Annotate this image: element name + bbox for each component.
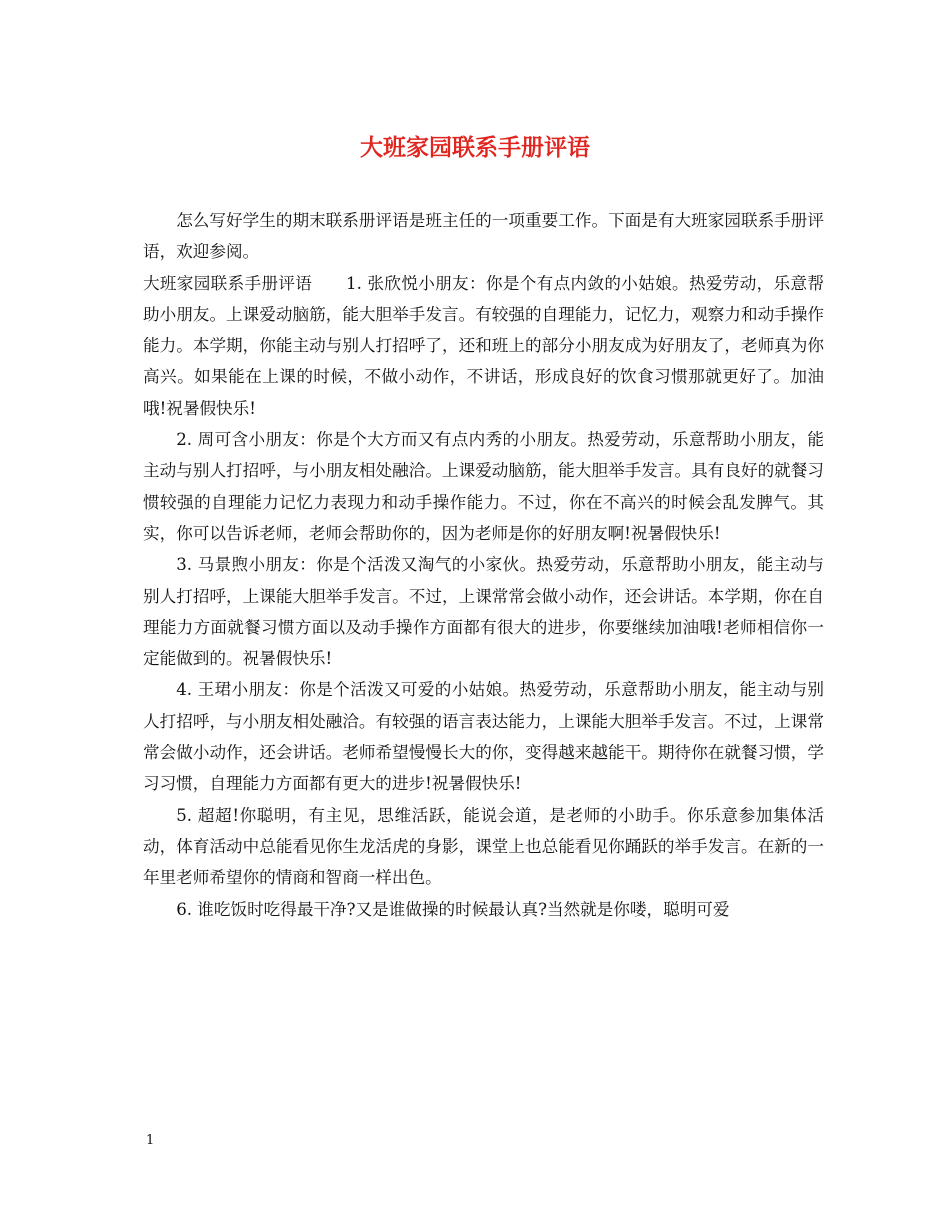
comment-paragraph-4: 4. 王珺小朋友：你是个活泼又可爱的小姑娘。热爱劳动，乐意帮助小朋友，能主动与别人打招呼，与小朋友相处融洽。有较强的语言表达能力，上课能大胆举手发言。不过，上课常常会做小动作，还会讲话。老师希望慢慢长大的你，变得越来越能干。期待你在就餐习惯，学习习惯，自理能力方面都有更大的进步!祝暑假快乐! bbox=[143, 680, 824, 794]
comment-paragraph-5: 5. 超超!你聪明，有主见，思维活跃，能说会道，是老师的小助手。你乐意参加集体活动，体育活动中总能看见你生龙活虎的身影，课堂上也总能看见你踊跃的举手发言。在新的一年里老师希望你的情商和智商一样出色。 bbox=[143, 805, 824, 888]
document-body bbox=[143, 205, 824, 925]
comment-paragraph-2: 2. 周可含小朋友：你是个大方而又有点内秀的小朋友。热爱劳动，乐意帮助小朋友，能主动与别人打招呼，与小朋友相处融洽。上课爱动脑筋，能大胆举手发言。具有良好的就餐习惯较强的自理能力记忆力表现力和动手操作能力。不过，你在不高兴的时候会乱发脾气。其实，你可以告诉老师，老师会帮助你的，因为老师是你的好朋友啊!祝暑假快乐! bbox=[143, 430, 824, 543]
document-title: 大班家园联系手册评语 bbox=[360, 134, 590, 161]
intro-paragraph: 怎么写好学生的期末联系册评语是班主任的一项重要工作。下面是有大班家园联系手册评语，欢迎参阅。 bbox=[143, 211, 824, 262]
comment-paragraph-6: 6. 谁吃饭时吃得最干净?又是谁做操的时候最认真?当然就是你喽，聪明可爱 bbox=[176, 899, 730, 919]
page-number: 1 bbox=[146, 1133, 155, 1148]
comment-paragraph-1: 大班家园联系手册评语 1. 张欣悦小朋友：你是个有点内敛的小姑娘。热爱劳动，乐意帮助小朋友。上课爱动脑筋，能大胆举手发言。有较强的自理能力，记忆力，观察力和动手操作能力。本学期，你能主动与别人打招呼了，还和班上的部分小朋友成为好朋友了，老师真为你高兴。如果能在上课的时候，不做小动作，不讲话，形成良好的饮食习惯那就更好了。加油哦!祝暑假快乐! bbox=[143, 273, 824, 418]
comment-paragraph-3: 3. 马景煦小朋友：你是个活泼又淘气的小家伙。热爱劳动，乐意帮助小朋友，能主动与别人打招呼，上课能大胆举手发言。不过，上课常常会做小动作，还会讲话。本学期，你在自理能力方面就餐习惯方面以及动手操作方面都有很大的进步，你要继续加油哦!老师相信你一定能做到的。祝暑假快乐! bbox=[143, 555, 824, 669]
